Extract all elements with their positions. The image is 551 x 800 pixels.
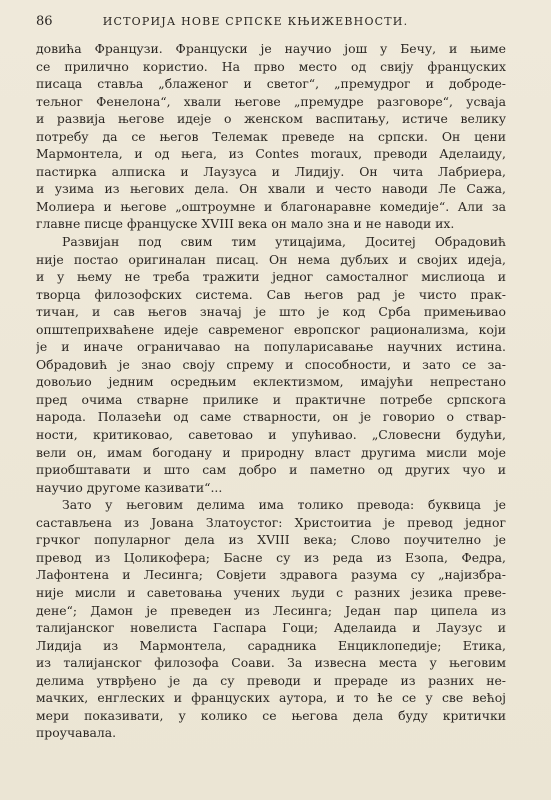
paragraph bbox=[36, 233, 506, 496]
text-line: Развијан под свим тим утицајима, Доситеј Обрадовић bbox=[62, 234, 506, 250]
running-title: ИСТОРИЈА НОВЕ СРПСКЕ КЊИЖЕВНОСТИ. bbox=[102, 15, 409, 28]
text-line: Зато у његовим делима има толико превода: буквица је bbox=[62, 497, 506, 513]
text-line: Обрадовић је знао своју спрему и способности, и зато се за- bbox=[36, 356, 506, 372]
text-line: научио другоме казивати“... bbox=[36, 479, 223, 495]
text-line: грчког популарног дела из XVIII века; Слово поучително је bbox=[36, 532, 506, 548]
text-line: приобштавати и што сам добро и паметно од других чуо и bbox=[36, 462, 506, 478]
text-line: и у њему не треба тражити једног самосталног мислиоца и bbox=[36, 269, 506, 285]
text-line: тичан, и сав његов значај је што је код Срба примењивао bbox=[36, 304, 506, 320]
text-line: из талијанског филозофа Соави. За извесна места у његовим bbox=[36, 655, 506, 671]
text-line: проучавала. bbox=[36, 725, 117, 741]
text-line: ности, критиковао, саветовао и упућивао. „Словесни будући, bbox=[36, 427, 506, 443]
text-line: Лафонтена и Лесинга; Совјети здравога разума су „најизбра- bbox=[36, 567, 506, 583]
paragraph bbox=[36, 496, 506, 742]
text-line: пред очима стварне прилике и практичне потребе српскога bbox=[36, 391, 506, 407]
text-line: мачких, енглеских и француских аутора, и то ће се у све већој bbox=[36, 690, 506, 706]
text-line: није постао оригиналан писац. Он нема дубљих и својих идеја, bbox=[36, 251, 506, 267]
paragraph bbox=[36, 40, 506, 233]
text-line: тељног Фенелона“, хвали његове „премудре разговоре“, усваја bbox=[36, 93, 506, 109]
text-line: пастирка алписка и Лаузуса и Лидију. Он чита Лабриера, bbox=[36, 163, 506, 179]
text-line: Молиера и његове „оштроумне и благонаравне комедије“. Али за bbox=[36, 198, 506, 214]
text-line: се прилично користио. На прво место од свију француских bbox=[36, 58, 506, 74]
text-line: састављена из Јована Златоустог: Христоитиа је превод једног bbox=[36, 514, 506, 530]
text-line: делима утврђено је да су преводи и прераде из разних не- bbox=[36, 672, 506, 688]
page-header bbox=[36, 14, 507, 32]
text-line: народа. Полазећи од саме стварности, он је говорио о ствар- bbox=[36, 409, 506, 425]
text-line: превод из Цоликофера; Басне су из реда из Езопа, Федра, bbox=[36, 549, 506, 565]
text-line: није мисли и саветовања учених људи с разних језика преве- bbox=[36, 584, 506, 600]
body-text bbox=[36, 40, 506, 742]
text-line: општеприхваћене идеје савременог европског рационализма, који bbox=[36, 321, 506, 337]
text-line: дене“; Дамон је преведен из Лесинга; Један пар ципела из bbox=[36, 602, 506, 618]
text-line: главне писце француске XVIII века он мало зна и не наводи их. bbox=[36, 216, 455, 232]
text-line: и развија његове идеје о женском васпитању, истиче велику bbox=[36, 111, 506, 127]
text-line: потребу да се његов Телемак преведе на српски. Он цени bbox=[36, 128, 506, 144]
text-line: Мармонтела, и од њега, из Contes moraux, преводи Аделаиду, bbox=[36, 146, 506, 162]
text-line: довољио једним осредњим еклектизмом, имајући непрестано bbox=[36, 374, 506, 390]
text-line: творца филозофских система. Сав његов рад је чисто прак- bbox=[36, 286, 506, 302]
text-line: је и иначе ограничавао на популарисавање научних истина. bbox=[36, 339, 506, 355]
text-line: вели он, имам богодану и природну власт другима мисли моје bbox=[36, 444, 506, 460]
text-line: писаца ставља „блаженог и светог“, „премудрог и доброде- bbox=[36, 76, 506, 92]
text-line: талијанског новелиста Гаспара Гоци; Аделаида и Лаузус и bbox=[36, 620, 506, 636]
text-line: и узима из његових дела. Он хвали и често наводи Ле Сажа, bbox=[36, 181, 506, 197]
page-number: 86 bbox=[36, 14, 53, 29]
text-line: мери показивати, у колико се његова дела буду критички bbox=[36, 707, 506, 723]
text-line: Лидија из Мармонтела, сарадника Енциклопедије; Етика, bbox=[36, 637, 506, 653]
text-line: довића Французи. Француски је научио још у Бечу, и њиме bbox=[36, 41, 506, 56]
